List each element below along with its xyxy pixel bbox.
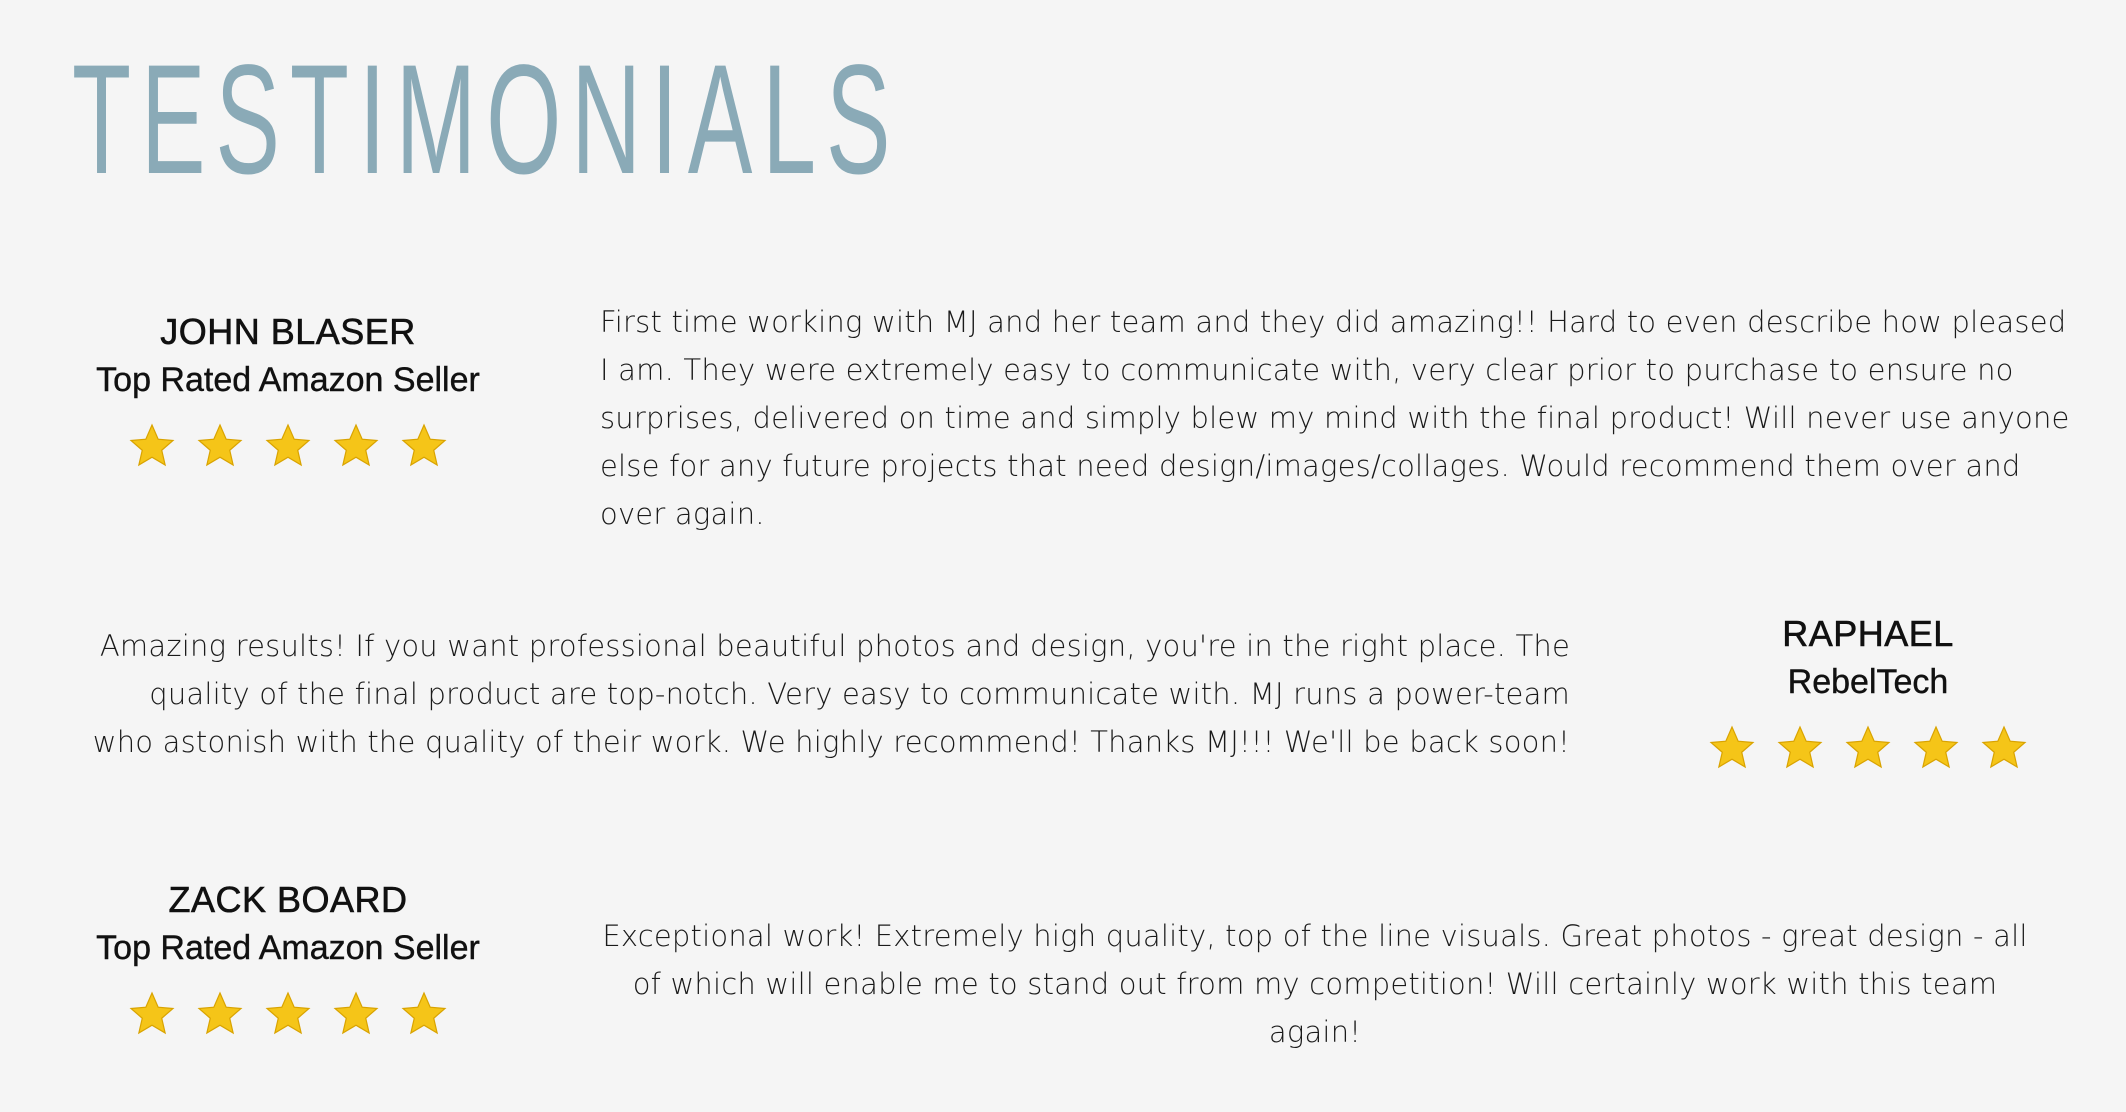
star-icon: [128, 422, 176, 470]
star-icon: [264, 422, 312, 470]
star-icon: [1708, 724, 1756, 772]
star-icon: [1912, 724, 1960, 772]
reviewer-card: [68, 308, 508, 470]
reviewer-name: ZACK BOARD: [168, 879, 408, 920]
testimonial-quote: Amazing results! If you want professional beautiful photos and design, you're in the right place. The quality of the final product are top-notch. Very easy to communicate with. MJ runs a power-team who astonish with the quality of their work. We highly recommend! Thanks MJ!!! We'll be back soon!: [92, 629, 1570, 759]
star-icon: [400, 990, 448, 1038]
reviewer-name: JOHN BLASER: [160, 311, 416, 352]
page-title: TESTIMONIALS: [72, 33, 901, 207]
star-rating: [68, 422, 508, 470]
reviewer-role: Top Rated Amazon Seller: [96, 361, 480, 399]
star-icon: [196, 990, 244, 1038]
star-icon: [128, 990, 176, 1038]
reviewer-card: [1648, 610, 2088, 772]
star-icon: [332, 422, 380, 470]
testimonial-quote: Exceptional work! Extremely high quality, top of the line visuals. Great photos - great design - all of which will enable me to stand out from my competition! Will certainly work with this team again!: [602, 919, 2028, 1049]
star-icon: [332, 990, 380, 1038]
reviewer-name: RAPHAEL: [1782, 613, 1954, 654]
star-icon: [264, 990, 312, 1038]
star-rating: [1648, 724, 2088, 772]
star-icon: [1980, 724, 2028, 772]
star-icon: [1776, 724, 1824, 772]
star-icon: [1844, 724, 1892, 772]
star-icon: [196, 422, 244, 470]
star-rating: [68, 990, 508, 1038]
testimonial-quote: First time working with MJ and her team and they did amazing!! Hard to even describe how pleased I am. They were extremely easy to communicate with, very clear prior to purchase to ensure no surprises, delivered on time and simply blew my mind with the final product! Will never use anyone else for any future projects that need design/images/collages. Would recommend them over and over again.: [600, 305, 2070, 531]
reviewer-role: RebelTech: [1787, 663, 1949, 701]
reviewer-role: Top Rated Amazon Seller: [96, 929, 480, 967]
star-icon: [400, 422, 448, 470]
reviewer-card: [68, 876, 508, 1038]
